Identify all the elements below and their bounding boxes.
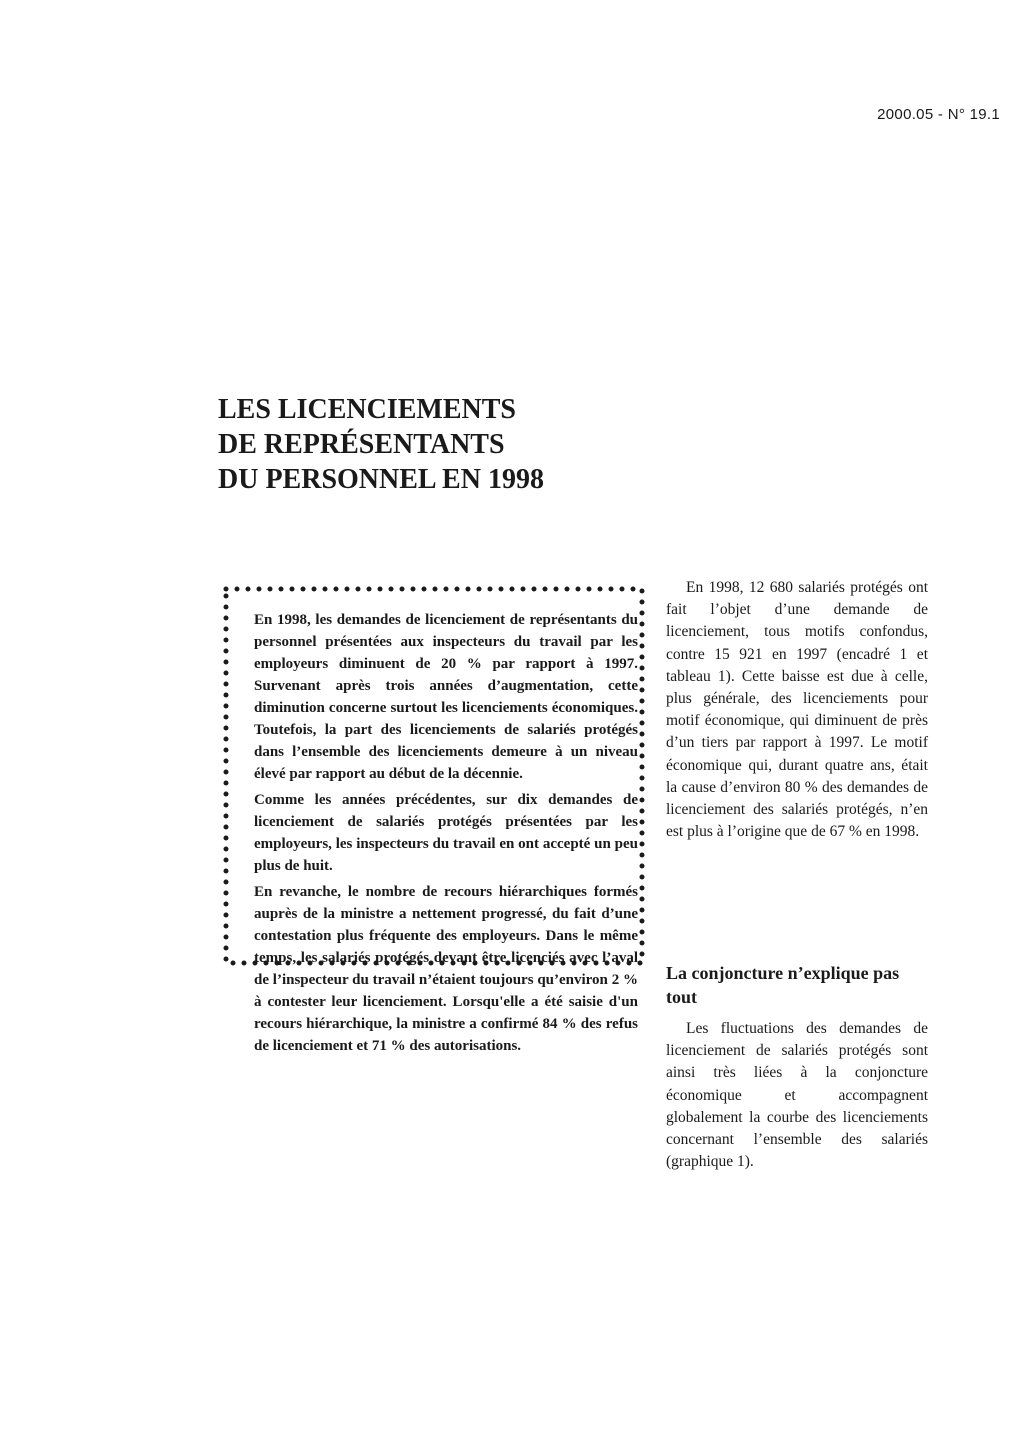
- summary-paragraph: En revanche, le nombre de recours hiérarchiques formés auprès de la ministre a nettement progressé, du fait d’une contestation plus fréquente des employeurs. Dans le même temps, les salariés protégés devant être licenciés avec l’aval de l’inspecteur du travail n’étaient toujours qu’environ 2 % à contester leur licenciement. Lorsqu'elle a été saisie d'un recours hiérarchique, la ministre a confirmé 84 % des refus de licenciement et 71 % des autorisations.: [254, 884, 638, 1054]
- title-line-3: DU PERSONNEL EN 1998: [218, 464, 544, 495]
- section-paragraph: Les fluctuations des demandes de licenciement de salariés protégés sont ainsi très liées à la conjoncture économique et accompagnent globalement la courbe des licenciements concernant l’ensemble des salariés (graphique 1).: [666, 1020, 928, 1171]
- summary-paragraph: En 1998, les demandes de licenciement de représentants du personnel présentées aux inspecteurs du travail par les employeurs diminuent de 20 % par rapport à 1997. Survenant après trois années d’augmentation, cette diminution concerne surtout les licenciements économiques. Toutefois, la part des licenciements de salariés protégés dans l’ensemble des licenciements demeure à un niveau élevé par rapport au début de la décennie.: [254, 612, 638, 782]
- section-body: [666, 1018, 928, 1173]
- title-line-2: DE REPRÉSENTANTS: [218, 429, 505, 460]
- title-line-1: LES LICENCIEMENTS: [218, 394, 516, 425]
- summary-text: [254, 609, 638, 1061]
- intro-paragraph: En 1998, 12 680 salariés protégés ont fait l’objet d’une demande de licenciement, tous motifs confondus, contre 15 921 en 1997 (encadré 1 et tableau 1). Cette baisse est due à celle, plus générale, des licenciements pour motif économique, qui diminuent de près d’un tiers par rapport à 1997. Le motif économique qui, durant quatre ans, était la cause d’environ 80 % des demandes de licenciement des salariés protégés, n’en est plus à l’origine que de 67 % en 1998.: [666, 579, 928, 841]
- summary-box: [222, 585, 646, 1054]
- section-subheading: La conjoncture n’explique pas tout: [666, 963, 900, 1007]
- summary-paragraph: Comme les années précédentes, sur dix demandes de licenciement de salariés protégés présentées par les employeurs, les inspecteurs du travail en ont accepté un peu plus de huit.: [254, 792, 638, 874]
- intro-column: [666, 577, 928, 843]
- issue-reference: 2000.05 - N° 19.1: [877, 106, 1000, 123]
- page-title: [218, 392, 544, 497]
